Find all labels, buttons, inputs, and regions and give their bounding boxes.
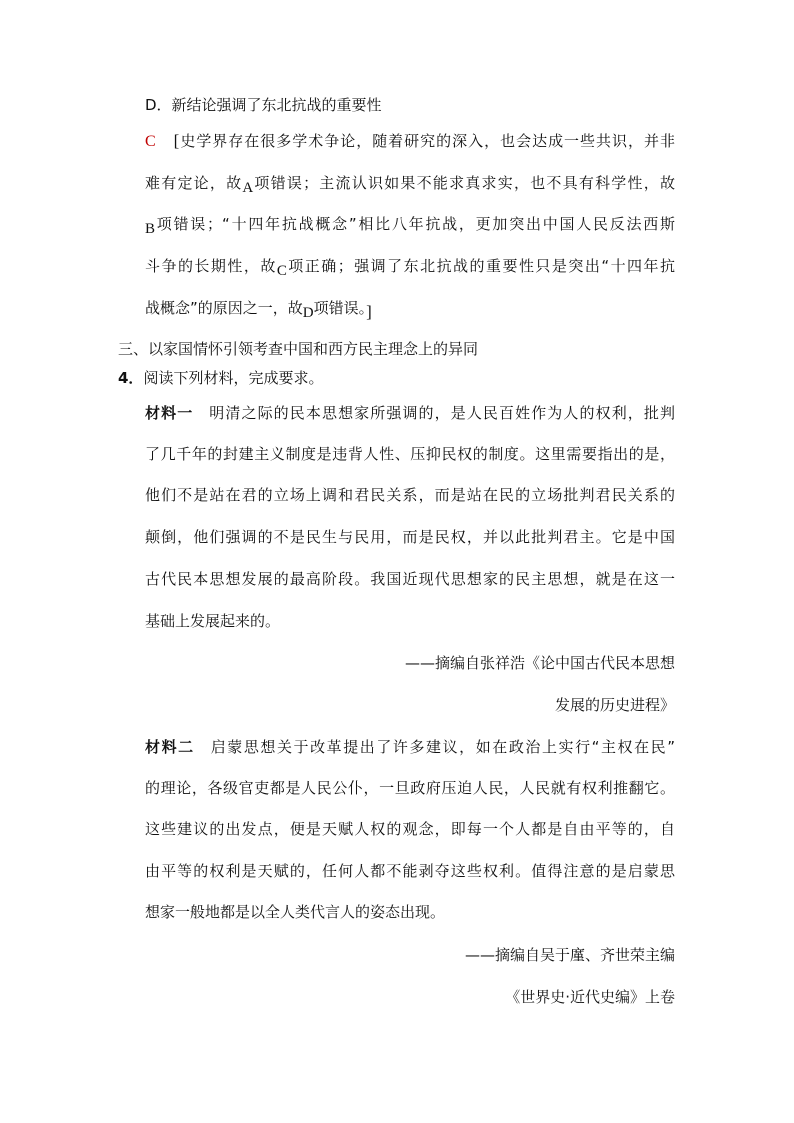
answer-bracket-close: ] — [366, 302, 372, 321]
material2-text-1: 启蒙思想关于改革提出了许多建议，如在政治上实行“主权在民” — [210, 738, 675, 756]
material1-line-1 — [145, 402, 675, 424]
answer-text-2a: 难有定论，故 — [145, 174, 243, 192]
answer-letter: C — [145, 133, 156, 150]
answer-text-1: 史学界存在很多学术争论，随着研究的深入，也会达成一些共识，并非 — [179, 132, 675, 150]
material2-line-1 — [145, 736, 675, 758]
material1-line-6: 基础上发展起来的。 — [145, 612, 281, 630]
section-title: 三、以家国情怀引领考查中国和西方民主理念上的异同 — [118, 340, 479, 358]
material2-source-1: ——摘编自吴于廑、齐世荣主编 — [464, 946, 675, 964]
material1-line-3: 他们不是站在君的立场上调和君民关系，而是站在民的立场批判君民关系的 — [145, 486, 675, 504]
answer-text-5c: 项错误。 — [313, 299, 367, 317]
answer-text-3b: 项错误；“十四年抗战概念”相比八年抗战，更加突出中国人民反法西斯 — [155, 215, 675, 233]
answer-text-4a: 斗争的长期性，故 — [145, 257, 277, 275]
material2-line-2: 的理论，各级官吏都是人民公仆，一旦政府压迫人民，人民就有权利推翻它。 — [145, 779, 675, 797]
material1-label: 材料一 — [145, 404, 194, 422]
option-d: D．新结论强调了东北抗战的重要性 — [145, 96, 382, 114]
answer-line-4 — [145, 255, 675, 278]
answer-text-5a: 战概念”的原因之一，故 — [145, 299, 303, 317]
answer-line-2 — [145, 172, 675, 195]
material1-source-2: 发展的历史进程》 — [554, 696, 675, 714]
material1-line-5: 古代民本思想发展的最高阶段。我国近现代思想家的民主思想，就是在这一 — [145, 570, 675, 588]
material2-line-5: 想家一般地都是以全人类代言人的姿态出现。 — [145, 903, 446, 921]
answer-line-5 — [145, 297, 675, 320]
answer-option-c: C — [276, 263, 287, 279]
question-text: 阅读下列材料，完成要求。 — [143, 369, 324, 387]
answer-option-d: D — [302, 305, 314, 321]
material2-line-4: 由平等的权利是天赋的，任何人都不能剥夺这些权利。值得注意的是启蒙思 — [145, 862, 675, 880]
answer-option-a: A — [242, 180, 254, 196]
material2-source-2: 《世界史·近代史编》上卷 — [505, 988, 675, 1006]
question-number: 4． — [118, 369, 144, 387]
material2-label: 材料二 — [145, 738, 195, 756]
material2-line-3: 这些建议的出发点，便是天赋人权的观念，即每一个人都是自由平等的，自 — [145, 820, 675, 838]
material1-source-1: ——摘编自张祥浩《论中国古代民本思想 — [404, 654, 675, 672]
material1-text-1: 明清之际的民本思想家所强调的，是人民百姓作为人的权利，批判 — [209, 404, 675, 422]
answer-bracket-open: [ — [173, 131, 180, 150]
material1-line-2: 了几千年的封建主义制度是违背人性、压抑民权的制度。这里需要指出的是， — [145, 445, 675, 463]
question-4 — [118, 367, 678, 389]
answer-line-1 — [145, 130, 675, 153]
answer-text-4c: 项正确；强调了东北抗战的重要性只是突出“十四年抗 — [286, 257, 675, 275]
answer-text-2c: 项错误；主流认识如果不能求真求实，也不具有科学性，故 — [253, 174, 675, 192]
answer-line-3 — [145, 213, 675, 236]
answer-option-b: B — [145, 221, 156, 237]
material1-line-4: 颠倒，他们强调的不是民生与民用，而是民权，并以此批判君主。它是中国 — [145, 528, 675, 546]
